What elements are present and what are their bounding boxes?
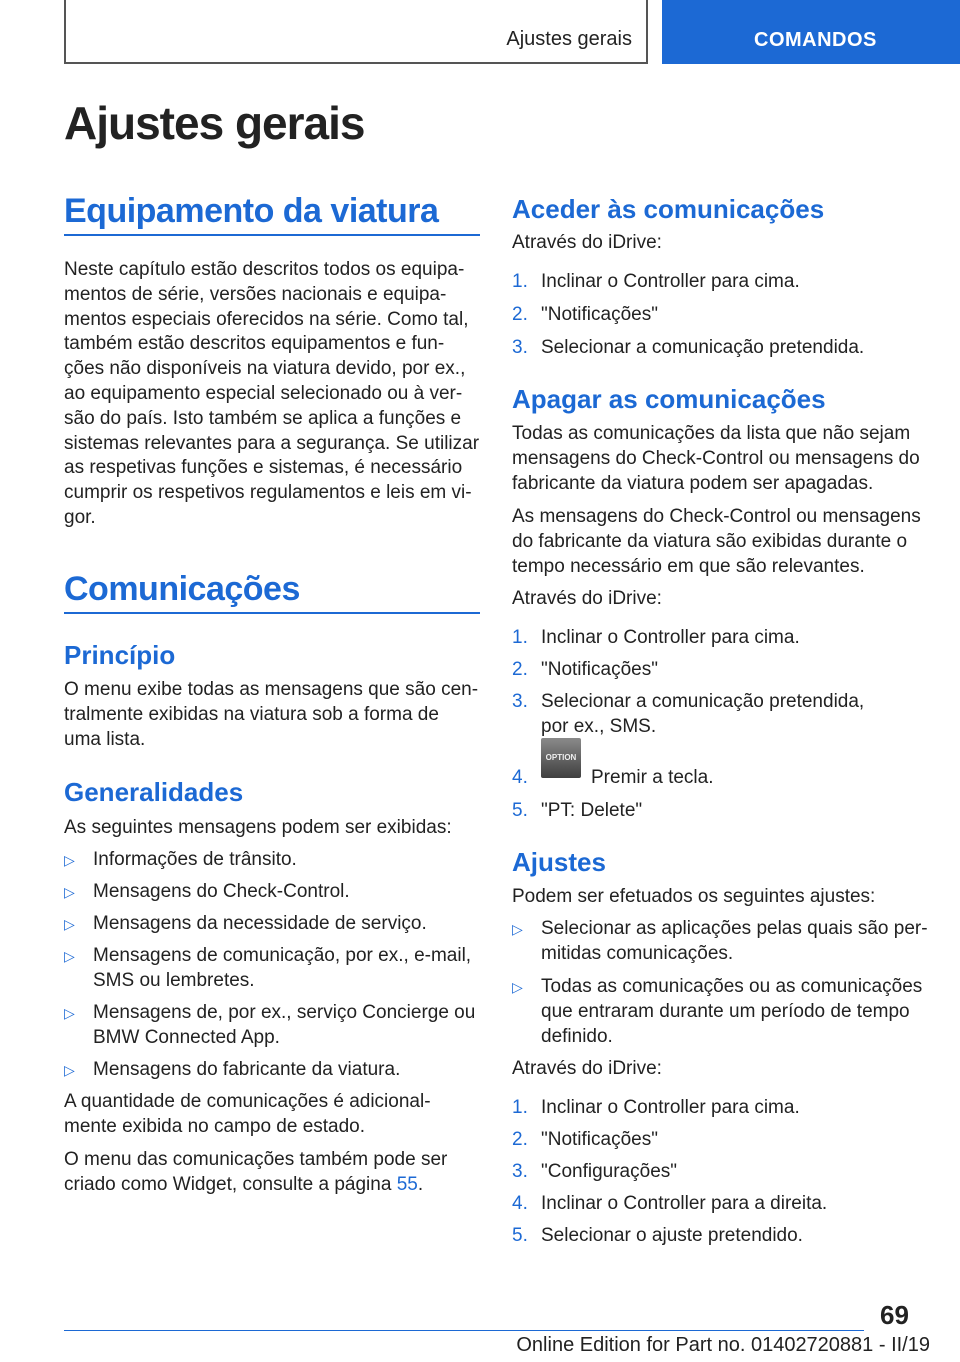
heading-rule (64, 234, 480, 236)
via-idrive-text: Através do iDrive: (512, 588, 662, 609)
heading-equipamento: Equipamento da viatura (64, 192, 439, 230)
option-button-icon: OPTION (541, 738, 581, 778)
bullet-triangle-icon: ▷ (64, 948, 75, 964)
header-tab-comandos[interactable] (662, 0, 960, 64)
header-tab-label: COMANDOS (754, 29, 877, 51)
generalidades-intro: As seguintes mensagens podem ser exibidas: (64, 817, 452, 838)
bullet-triangle-icon: ▷ (512, 921, 523, 937)
bullet-triangle-icon: ▷ (64, 884, 75, 900)
bullet-triangle-icon: ▷ (64, 852, 75, 868)
widget-paragraph: O menu das comunicações também pode ser criado como Widget, consulte a página 55. (64, 1149, 448, 1195)
equipamento-paragraph: Neste capítulo estão descritos todos os equipa-mentos de série, versões nacionais e equipa-mentos especiais oferecidos na série. Como tal, também estão descritos equipamentos e fun-ções não disponíveis na viatura devido, por ex., ao equipamento especial selecionado ou à ver-são do país. Isto também se aplica a funções e sistemas relevantes para a segurança. Se utilizar as respetivas funções e sistemas, é necessário cumprir os respetivos regulamentos e leis em vi-gor. (64, 259, 480, 528)
settings-intro: Podem ser efetuados os seguintes ajustes: (512, 886, 876, 907)
heading-rule (64, 612, 480, 614)
delete-paragraph-1: Todas as comunicações da lista que não sejam mensagens do Check-Control ou mensagens do fabricante da viatura podem ser apagadas. (512, 423, 920, 494)
via-idrive-text: Através do iDrive: (512, 1058, 662, 1079)
heading-principio: Princípio (64, 640, 176, 670)
bullet-triangle-icon: ▷ (64, 1005, 75, 1021)
principio-paragraph: O menu exibe todas as mensagens que são cen-tralmente exibidas na viatura sob a forma de uma lista. (64, 679, 479, 750)
header-section-title: Ajustes gerais (506, 28, 632, 50)
page-number: 69 (880, 1300, 909, 1330)
page-link[interactable]: 55 (396, 1173, 418, 1195)
footer-rule (64, 1330, 864, 1331)
heading-ajustes: Ajustes (512, 847, 606, 877)
bullet-triangle-icon: ▷ (64, 916, 75, 932)
bullet-triangle-icon: ▷ (64, 1062, 75, 1078)
delete-paragraph-2: As mensagens do Check-Control ou mensagens do fabricante da viatura são exibidas durante o tempo necessário em que são relevantes. (512, 506, 921, 577)
header-section-box (64, 0, 648, 64)
heading-aceder: Aceder às comunicações (512, 194, 825, 224)
quantity-paragraph: A quantidade de comunicações é adicional-mente exibida no campo de estado. (64, 1091, 431, 1137)
heading-comunicacoes: Comunicações (64, 570, 300, 608)
heading-generalidades: Generalidades (64, 777, 244, 807)
heading-apagar: Apagar as comunicações (512, 384, 826, 414)
via-idrive-text: Através do iDrive: (512, 232, 662, 253)
footer-edition: Online Edition for Part no. 01402720881 - II/19 (516, 1334, 930, 1356)
page-title: Ajustes gerais (64, 97, 365, 149)
bullet-triangle-icon: ▷ (512, 979, 523, 995)
